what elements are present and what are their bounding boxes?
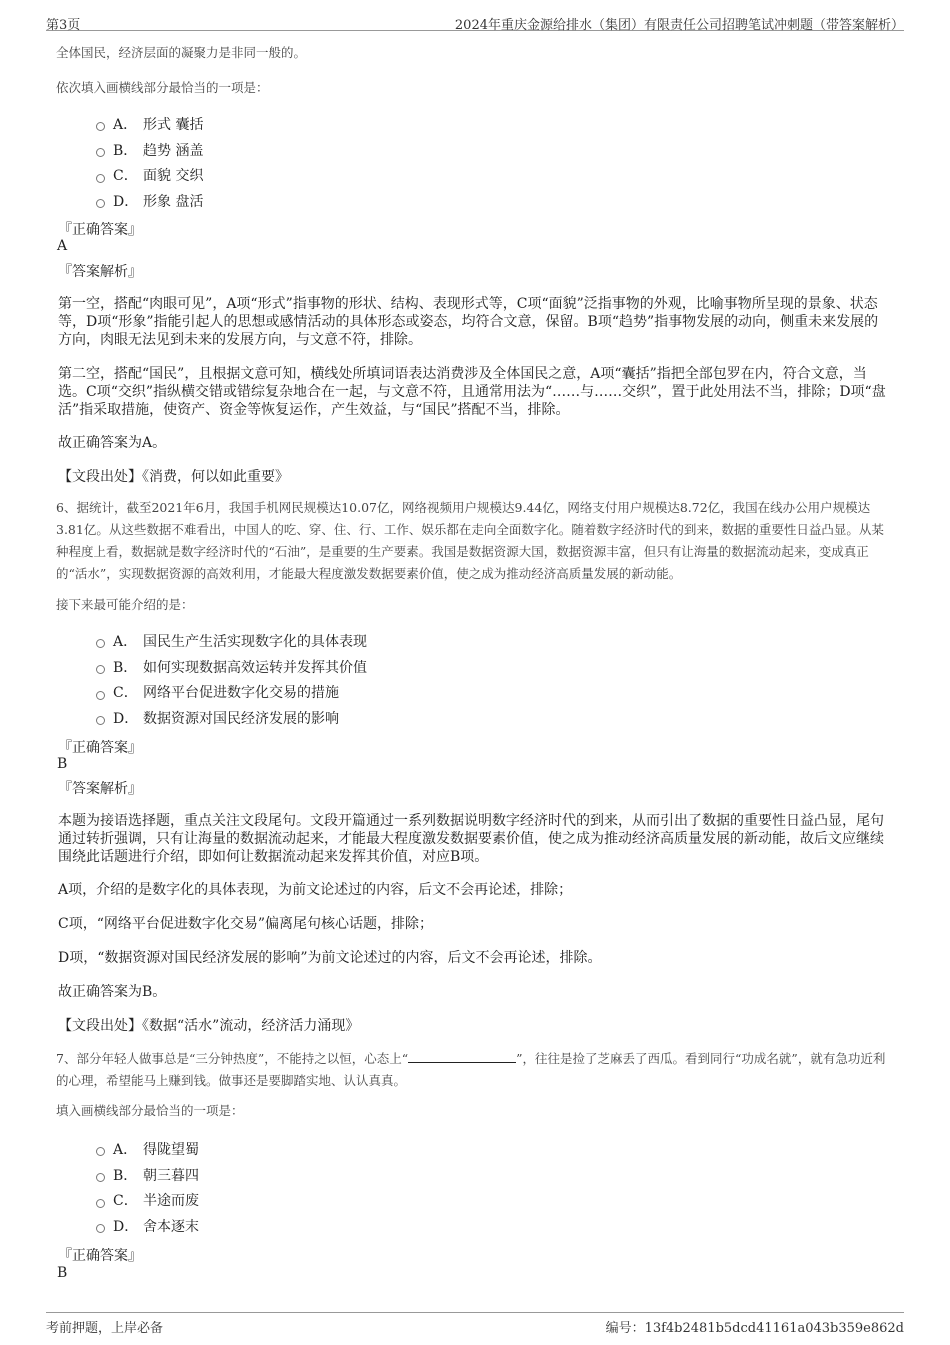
option-b[interactable]: B． 如何实现数据高效运转并发挥其价值 xyxy=(96,654,796,680)
page-header xyxy=(46,8,904,31)
q6-prompt: 接下来最可能介绍的是： xyxy=(56,597,194,612)
answer-value: B xyxy=(57,1265,68,1281)
radio-icon[interactable] xyxy=(96,665,105,674)
option-a[interactable]: A． 得陇望蜀 xyxy=(96,1136,796,1162)
page-number: 第3页 xyxy=(46,18,81,33)
page-footer xyxy=(46,1312,904,1341)
analysis-paragraph: 第一空，搭配“肉眼可见”，A项“形式”指事物的形状、结构、表现形式等，C项“面貌”泛指事物的外观，比喻事物所呈现的景象、状态等，D项“形象”指能引起人的思想或感情活动的具体形态或姿态，均符合文意，保留。B项“趋势”指事物发展的动向，侧重未来发展的方向，肉眼无法见到未来的发展方向，与文意不符，排除。 xyxy=(58,296,879,348)
option-d[interactable]: D． 数据资源对国民经济发展的影响 xyxy=(96,705,796,731)
source-citation: 【文段出处】《消费，何以如此重要》 xyxy=(58,469,289,485)
fill-blank xyxy=(408,1050,516,1063)
analysis-paragraph: C项，“网络平台促进数字化交易”偏离尾句核心话题，排除； xyxy=(58,916,434,932)
q5-options xyxy=(96,111,796,214)
radio-icon[interactable] xyxy=(96,716,105,725)
q5-prompt: 依次填入画横线部分最恰当的一项是： xyxy=(56,80,269,95)
document-title: 2024年重庆金源给排水（集团）有限责任公司招聘笔试冲刺题（带答案解析） xyxy=(454,18,904,33)
analysis-conclusion: 故正确答案为B。 xyxy=(58,984,167,1000)
option-a[interactable]: A． 形式 囊括 xyxy=(96,111,796,137)
analysis-conclusion: 故正确答案为A。 xyxy=(58,435,167,451)
footer-slogan: 考前押题，上岸必备 xyxy=(46,1321,164,1336)
q7-options xyxy=(96,1136,796,1239)
answer-label: 『正确答案』 xyxy=(58,740,142,756)
analysis-paragraph: D项，“数据资源对国民经济发展的影响”为前文论述过的内容，后文不会再论述，排除。 xyxy=(58,950,602,966)
radio-icon[interactable] xyxy=(96,148,105,157)
analysis-paragraph: 第二空，搭配“国民”，且根据文意可知，横线处所填词语表达消费涉及全体国民之意，A项“囊括”指把全部包罗在内，符合文意，当选。C项“交织”指纵横交错或错综复杂地合在一起，与文意不符，且通常用法为“……与……交织”，置于此处用法不当，排除；D项“盘活”指采取措施，使资产、资金等恢复运作，产生效益，与“国民”搭配不当，排除。 xyxy=(58,366,886,418)
radio-icon[interactable] xyxy=(96,1173,105,1182)
q5-stem-tail: 全体国民，经济层面的凝聚力是非同一般的。 xyxy=(56,45,307,60)
q7-stem: 7、部分年轻人做事总是“三分钟热度”，不能持之以恒，心态上“ ”，往往是捡了芝麻丢了西瓜。看到同行“功成名就”，就有急功近利的心理，希望能马上赚到钱。做事还是要脚踏实地、认认真真。 xyxy=(56,1051,886,1088)
radio-icon[interactable] xyxy=(96,1199,105,1208)
option-b[interactable]: B． 朝三暮四 xyxy=(96,1162,796,1188)
radio-icon[interactable] xyxy=(96,122,105,131)
radio-icon[interactable] xyxy=(96,174,105,183)
analysis-label: 『答案解析』 xyxy=(58,781,142,797)
option-d[interactable]: D． 舍本逐末 xyxy=(96,1213,796,1239)
answer-value: A xyxy=(57,238,68,254)
answer-label: 『正确答案』 xyxy=(58,1248,142,1264)
radio-icon[interactable] xyxy=(96,199,105,208)
document-id: 编号：13f4b2481b5dcd41161a043b359e862d xyxy=(605,1321,904,1336)
radio-icon[interactable] xyxy=(96,1224,105,1233)
q6-stem: 6、据统计，截至2021年6月，我国手机网民规模达10.07亿，网络视频用户规模达9.44亿，网络支付用户规模达8.72亿，我国在线办公用户规模达3.81亿。从这些数据不难看出，中国人的吃、穿、住、行、工作、娱乐都在走向全面数字化。随着数字经济时代的到来，数据的重要性日益凸显。从某种程度上看，数据就是数字经济时代的“石油”，是重要的生产要素。我国是数据资源大国，数据资源丰富，但只有让海量的数据流动起来，变成真正的“活水”，实现数据资源的高效利用，才能最大程度激发数据要素价值，使之成为推动经济高质量发展的新动能。 xyxy=(56,500,884,581)
option-d[interactable]: D． 形象 盘活 xyxy=(96,188,796,214)
analysis-paragraph: 本题为接语选择题，重点关注文段尾句。文段开篇通过一系列数据说明数字经济时代的到来，从而引出了数据的重要性日益凸显，尾句通过转折强调，只有让海量的数据流动起来，才能最大程度激发数据要素价值，使之成为推动经济高质量发展的新动能，故后文应继续围绕此话题进行介绍，即如何让数据流动起来发挥其价值，对应B项。 xyxy=(58,813,884,865)
option-b[interactable]: B． 趋势 涵盖 xyxy=(96,137,796,163)
answer-value: B xyxy=(57,756,68,772)
option-c[interactable]: C． 半途而废 xyxy=(96,1187,796,1213)
option-c[interactable]: C． 网络平台促进数字化交易的措施 xyxy=(96,679,796,705)
radio-icon[interactable] xyxy=(96,1147,105,1156)
radio-icon[interactable] xyxy=(96,639,105,648)
source-citation: 【文段出处】《数据“活水”流动，经济活力涌现》 xyxy=(58,1018,360,1034)
analysis-label: 『答案解析』 xyxy=(58,264,142,280)
answer-label: 『正确答案』 xyxy=(58,222,142,238)
analysis-paragraph: A项，介绍的是数字化的具体表现，为前文论述过的内容，后文不会再论述，排除； xyxy=(58,882,573,898)
option-a[interactable]: A． 国民生产生活实现数字化的具体表现 xyxy=(96,628,796,654)
q6-options xyxy=(96,628,796,731)
radio-icon[interactable] xyxy=(96,691,105,700)
q7-prompt: 填入画横线部分最恰当的一项是： xyxy=(56,1103,244,1118)
option-c[interactable]: C． 面貌 交织 xyxy=(96,162,796,188)
